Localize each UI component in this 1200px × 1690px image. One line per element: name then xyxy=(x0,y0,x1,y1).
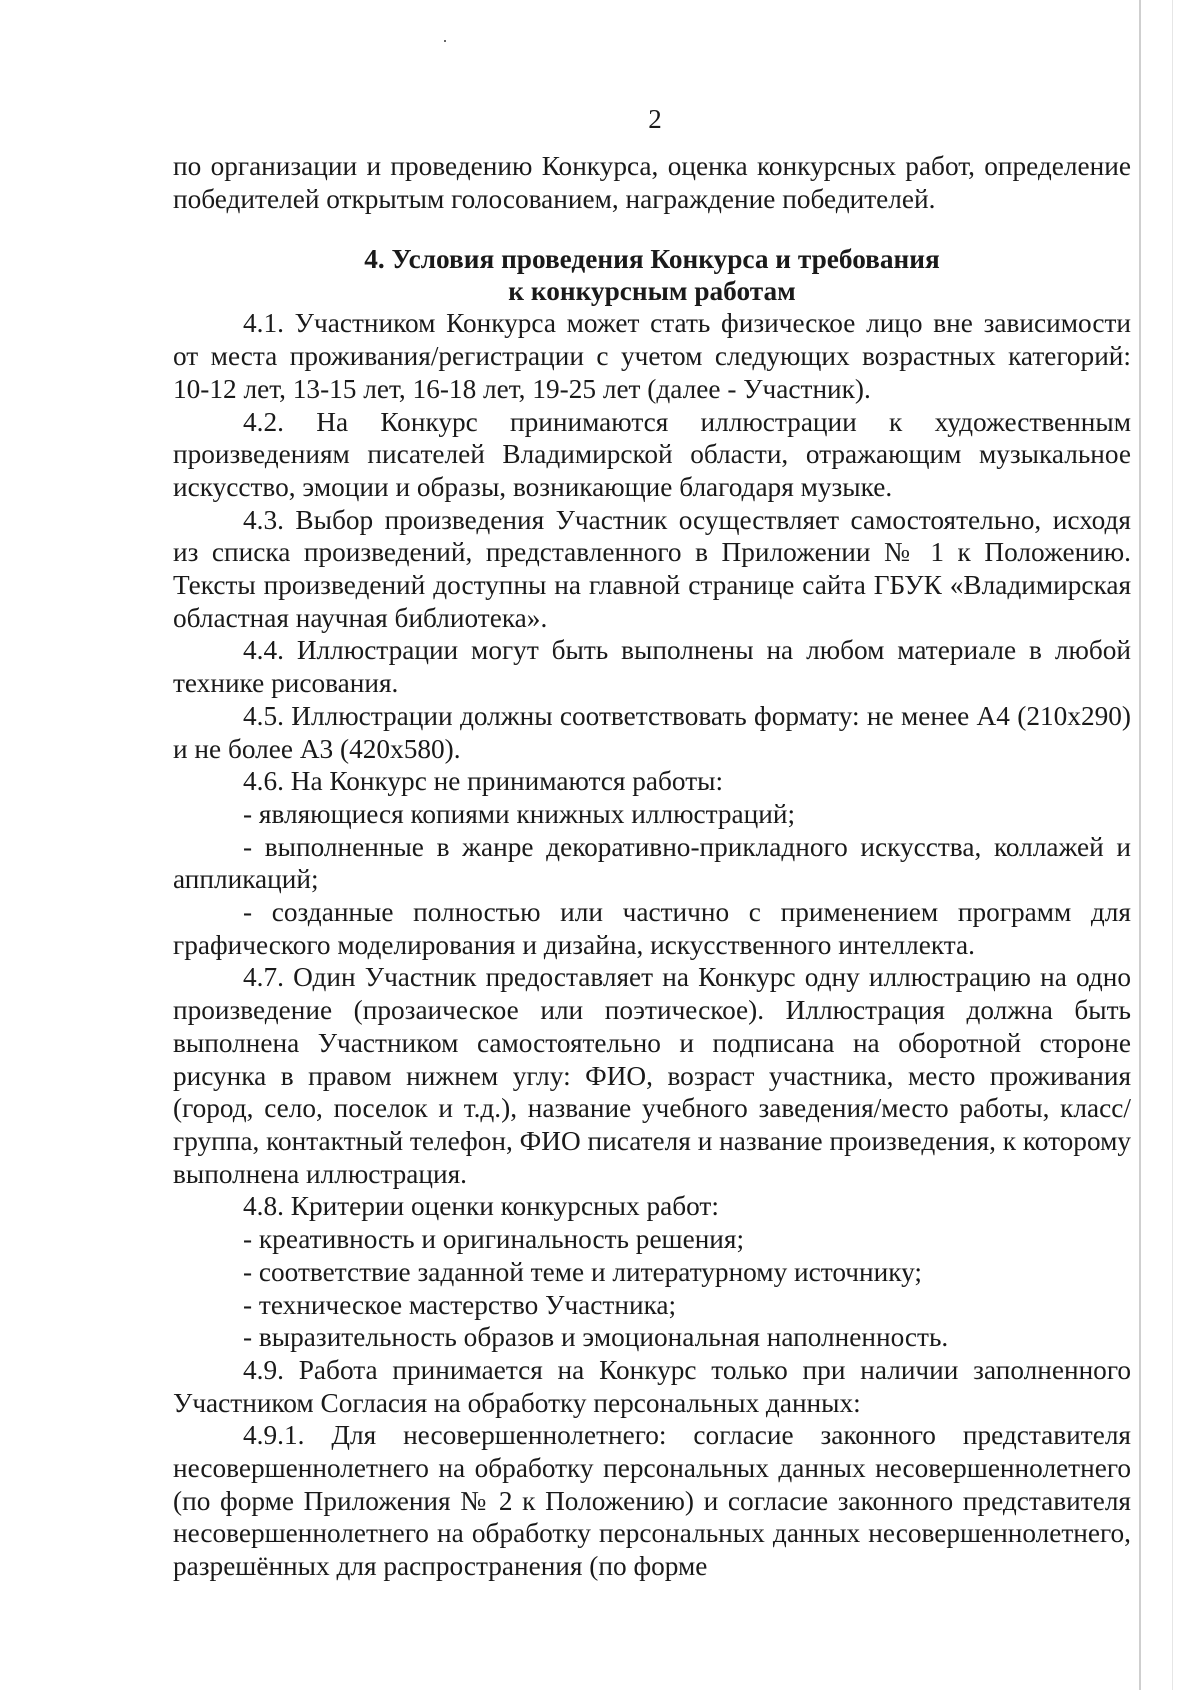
list-item: - созданные полностью или частично с применением программ для графического моделирования и дизайна, искусственного интеллекта. xyxy=(173,897,1131,960)
paragraph-4-8: 4.8. Критерии оценки конкурсных работ: xyxy=(243,1191,719,1222)
list-item: - соответствие заданной теме и литературному источнику; xyxy=(243,1256,922,1287)
list-item: - выразительность образов и эмоциональная наполненность. xyxy=(243,1322,949,1353)
list-item: - выполненные в жанре декоративно-прикладного искусства, коллажей и аппликаций; xyxy=(173,831,1131,895)
section-heading-line-2: к конкурсным работам xyxy=(508,276,796,307)
paragraph-4-3: 4.3. Выбор произведения Участник осуществляет самостоятельно, исходя из списка произведений, представленного в Приложении № 1 к Положению. Тексты произведений доступны на главной странице сайта ГБУК «Владимирская областная научная библиотека». xyxy=(173,504,1131,633)
paragraph-continuation: по организации и проведению Конкурса, оценка конкурсных работ, определение победителей открытым голосованием, награждение победителей. xyxy=(173,151,1131,214)
list-item: - креативность и оригинальность решения; xyxy=(243,1224,745,1255)
paragraph-4-9: 4.9. Работа принимается на Конкурс только при наличии заполненного Участником Согласия на обработку персональных данных: xyxy=(173,1354,1131,1418)
paragraph-4-4: 4.4. Иллюстрации могут быть выполнены на любом материале в любой технике рисования. xyxy=(173,635,1131,699)
paragraph-4-2: 4.2. На Конкурс принимаются иллюстрации к художественным произведениям писателей Владимирской области, отражающим музыкальное искусство, эмоции и образы, возникающие благодаря музыке. xyxy=(173,406,1131,502)
section-heading xyxy=(173,243,1131,307)
scan-edge-line-outer xyxy=(1172,0,1173,1690)
paragraph-4-7: 4.7. Один Участник предоставляет на Конкурс одну иллюстрацию на одно произведение (прозаическое или поэтическое). Иллюстрация должна быть выполнена Участником самостоятельно и подписана на оборотной стороне рисунка в правом нижнем углу: ФИО, возраст участника, место проживания (город, село, поселок и т.д.), название учебного заведения/место работы, класс/группа, контактный телефон, ФИО писателя и название произведения, к которому выполнена иллюстрация. xyxy=(173,962,1131,1189)
paragraph-4-5: 4.5. Иллюстрации должны соответствовать формату: не менее А4 (210х290) и не более А3 (420х580). xyxy=(173,700,1131,764)
paragraph-4-9-1: 4.9.1. Для несовершеннолетнего: согласие законного представителя несовершеннолетнего на обработку персональных данных несовершеннолетнего (по форме Приложения № 2 к Положению) и согласие законного представителя несовершеннолетнего на обработку персональных данных несовершеннолетнего, разрешённых для распространения (по форме xyxy=(173,1420,1131,1582)
section-heading-line-1: 4. Условия проведения Конкурса и требования xyxy=(364,244,940,275)
scan-speck xyxy=(444,40,446,42)
paragraph-4-1: 4.1. Участником Конкурса может стать физическое лицо вне зависимости от места проживания/регистрации с учетом следующих возрастных категорий: 10-12 лет, 13-15 лет, 16-18 лет, 19-25 лет (далее - Участник). xyxy=(173,308,1131,404)
document-body xyxy=(173,150,1131,1583)
scan-edge-line xyxy=(1139,0,1141,1690)
page-number: 2 xyxy=(648,104,662,134)
list-item: - техническое мастерство Участника; xyxy=(243,1289,677,1320)
paragraph-4-6: 4.6. На Конкурс не принимаются работы: xyxy=(243,766,724,797)
list-item: - являющиеся копиями книжных иллюстраций; xyxy=(243,798,796,829)
